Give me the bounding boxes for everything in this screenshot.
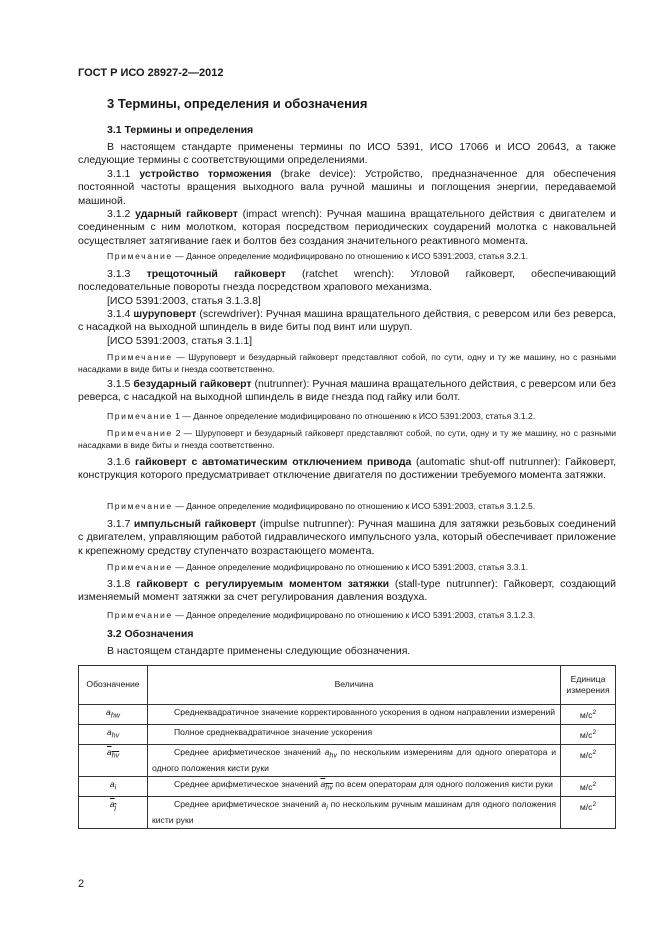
term-3-1-7	[78, 518, 616, 558]
note-3-1-5-1	[78, 410, 616, 422]
term-3-1-3	[78, 268, 616, 295]
term-3-1-5	[78, 378, 616, 405]
symbol-cell: $a_i$	[79, 777, 148, 797]
unit-cell: $м/с^2$	[561, 705, 616, 725]
header-unit	[561, 666, 616, 705]
table-row	[79, 705, 616, 725]
note-label: Примечание	[107, 411, 173, 421]
term-3-1-6	[78, 456, 616, 483]
header-unit-line2: измерения	[566, 685, 610, 695]
table-row	[79, 777, 616, 797]
description-cell: Среднее арифметическое значений $a_{hv}$ по всем операторам для одного положения кисти руки	[148, 777, 561, 797]
note-3-1-7	[78, 561, 616, 573]
term-number: 3.1.6	[107, 456, 131, 468]
term-number: 3.1.7	[107, 518, 131, 530]
page-number: 2	[78, 878, 85, 890]
header-unit-line1: Единица	[570, 673, 606, 684]
note-3-1-2	[78, 250, 616, 262]
term-definition: (nutrunner): Ручная машина вращательного действия, с реверсом или без реверса, с насадкой на выходной шпиндель в виде гнезда под гайку или болт.	[78, 378, 616, 404]
note-text: 2 — Шуруповерт и безударный гайковерт представляют собой, по сути, одну и ту же машину, но с разными насадками в виде биты и гнезда соответственно.	[78, 428, 616, 450]
unit-cell: $м/с^2$	[561, 725, 616, 745]
term-definition: (impulse nutrunner): Ручная машина для затяжки резьбовых соединений с двигателем, управляющим работой гидравлического импульсного узла, который обеспечивает приложение к крепежному средству ступенчато возрастающего момента.	[78, 518, 617, 557]
term-number: 3.1.4	[107, 308, 131, 320]
note-3-1-6	[78, 500, 616, 512]
term-3-1-4	[78, 308, 616, 335]
term-definition: (screwdriver): Ручная машина вращательного действия, с реверсом или без реверса, с насадкой на выходной шпиндель в виде биты под винт или шуруп.	[78, 308, 616, 334]
table-row	[79, 745, 616, 777]
header-symbol: Обозначение	[79, 666, 148, 705]
table-header-row	[79, 666, 616, 705]
term-3-1-4-reference: [ИСО 5391:2003, статья 3.1.1]	[107, 335, 253, 347]
term-number: 3.1.8	[107, 578, 131, 590]
note-text: — Данное определение модифицировано по отношению к ИСО 5391:2003, статья 3.1.2.3.	[172, 610, 536, 620]
symbol-cell: $a_{hv}$	[79, 725, 148, 745]
unit-cell: $м/с^2$	[561, 745, 616, 777]
term-3-1-1	[78, 168, 616, 208]
term-number: 3.1.2	[107, 208, 131, 220]
term-number: 3.1.5	[107, 378, 131, 390]
header-quantity: Величина	[148, 666, 561, 705]
term-3-1-3-reference: [ИСО 5391:2003, статья 3.1.3.8]	[107, 295, 261, 307]
term-3-1-8	[78, 578, 616, 605]
term-definition: (stall-type nutrunner): Гайковерт, создающий изменяемый момент затяжки за счет регулирования давления воздуха.	[78, 578, 616, 604]
description-cell: Среднеквадратичное значение корректированного ускорения в одном направлении измерений	[148, 705, 561, 725]
term-name: импульсный гайковерт	[133, 518, 257, 530]
subsection-title-terms: 3.1 Термины и определения	[107, 124, 254, 136]
note-text: 1 — Данное определение модифицировано по отношению к ИСО 5391:2003, статья 3.1.2.	[172, 411, 536, 421]
term-definition: (impact wrench): Ручная машина вращательного действия с двигателем и соединенным с ним молотком, которая посредством периодических соударений молотка с наковальней осуществляет затягивание гаек и болтов без создания значительного реактивного момента.	[78, 208, 616, 247]
symbol-cell: $a_{hv}$	[79, 745, 148, 777]
note-label: Примечание	[107, 352, 173, 362]
description-cell: Среднее арифметическое значений $a_i$ по нескольким ручным машинам для одного положения кисти руки	[148, 797, 561, 829]
subsection-title-symbols: 3.2 Обозначения	[107, 628, 194, 640]
term-name: гайковерт с автоматическим отключением привода	[135, 456, 412, 468]
note-text: — Шуруповерт и безударный гайковерт представляют собой, по сути, одну и ту же машину, но с разными насадками в виде биты и гнезда соответственно.	[78, 352, 616, 374]
document-code: ГОСТ Р ИСО 28927-2—2012	[78, 67, 224, 79]
note-3-1-5-2	[78, 427, 616, 451]
term-number: 3.1.1	[107, 168, 131, 180]
intro-paragraph: В настоящем стандарте применены термины по ИСО 5391, ИСО 17066 и ИСО 20643, а также следующие термины с соответствующими определениями.	[78, 141, 616, 167]
term-name: шуруповерт	[133, 308, 197, 320]
note-text: — Данное определение модифицировано по отношению к ИСО 5391:2003, статья 3.3.1.	[172, 562, 529, 572]
symbol-cell: $a_j$	[79, 797, 148, 829]
term-definition: (automatic shut-off nutrunner): Гайковерт, конструкция которого предусматривает отключение двигателя по достижении требуемого момента затяжки.	[78, 456, 617, 482]
term-name: безударный гайковерт	[133, 378, 252, 390]
symbol-cell: $a_{hw}$	[79, 705, 148, 725]
note-label: Примечание	[107, 428, 173, 438]
section-title: 3 Термины, определения и обозначения	[107, 96, 368, 111]
note-label: Примечание	[107, 610, 173, 620]
note-label: Примечание	[107, 251, 173, 261]
note-text: — Данное определение модифицировано по отношению к ИСО 5391:2003, статья 3.1.2.5.	[172, 501, 536, 511]
symbols-intro: В настоящем стандарте применены следующие обозначения.	[107, 645, 411, 657]
term-name: трещоточный гайковерт	[146, 268, 286, 280]
term-name: гайковерт с регулируемым моментом затяжки	[136, 578, 390, 590]
note-label: Примечание	[107, 501, 173, 511]
term-name: ударный гайковерт	[135, 208, 238, 220]
description-cell: Среднее арифметическое значений $a_{hv}$ по нескольким измерениям для одного оператора и одного положения кисти руки	[148, 745, 561, 777]
symbols-table	[78, 665, 616, 829]
term-definition: (ratchet wrench): Угловой гайковерт, обеспечивающий последовательные повороты гнезда посредством храпового механизма.	[78, 268, 616, 294]
unit-cell: $м/с^2$	[561, 777, 616, 797]
term-name: устройство торможения	[139, 168, 272, 180]
term-number: 3.1.3	[107, 268, 131, 280]
table-row	[79, 725, 616, 745]
term-definition: (brake device): Устройство, предназначенное для обеспечения постоянной частоты вращения выходного вала ручной машины и поглощения энергии, передаваемой машиной.	[78, 168, 616, 207]
description-cell: Полное среднеквадратичное значение ускорения	[148, 725, 561, 745]
note-label: Примечание	[107, 562, 173, 572]
note-3-1-4	[78, 351, 616, 375]
note-text: — Данное определение модифицировано по отношению к ИСО 5391:2003, статья 3.2.1.	[172, 251, 529, 261]
unit-cell: $м/с^2$	[561, 797, 616, 829]
note-3-1-8	[78, 609, 616, 621]
term-3-1-2	[78, 208, 616, 248]
table-row	[79, 797, 616, 829]
